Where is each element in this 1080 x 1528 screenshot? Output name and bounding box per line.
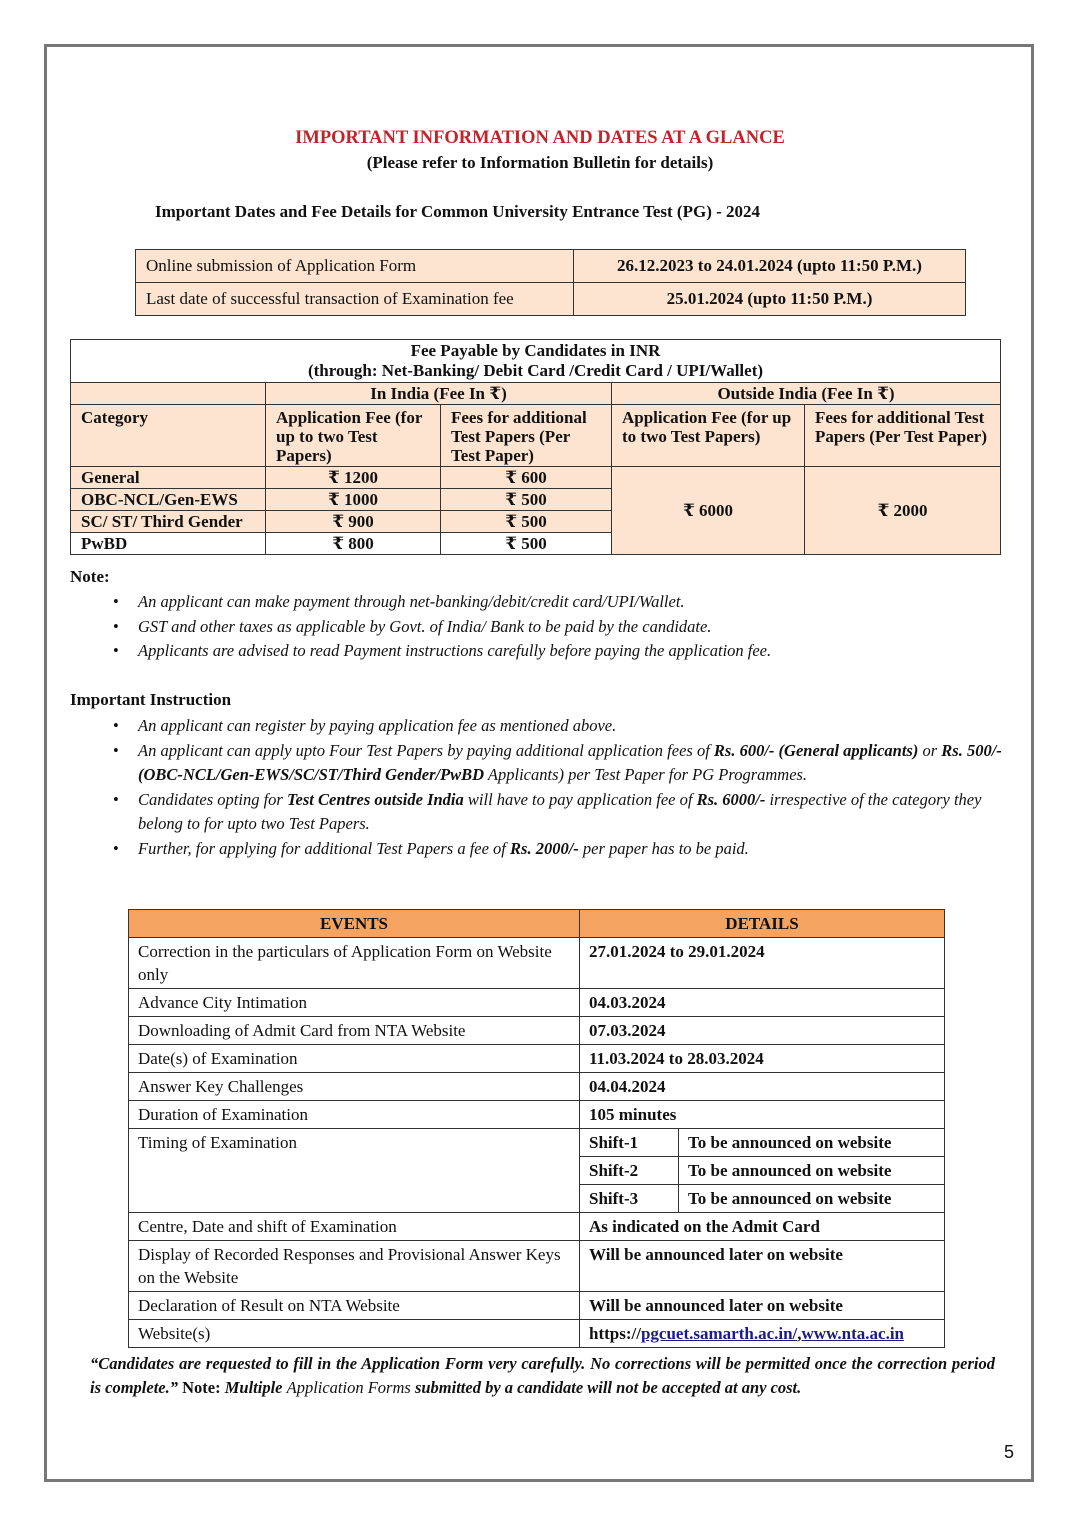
url-prefix: https:// bbox=[589, 1324, 641, 1343]
table-row bbox=[129, 1045, 945, 1073]
add-fee-header: Fees for additional Test Papers (Per Test Paper) bbox=[441, 405, 612, 467]
outside-india-header: Outside India (Fee In ₹) bbox=[612, 383, 1001, 405]
detail-cell: 04.03.2024 bbox=[580, 989, 945, 1017]
table-row bbox=[129, 989, 945, 1017]
event-cell: Date(s) of Examination bbox=[129, 1045, 580, 1073]
category-cell: OBC-NCL/Gen-EWS bbox=[71, 489, 266, 511]
bold-text: Rs. 500/- (OBC-NCL/Gen-EWS/SC/ST/Third Gender/PwBD bbox=[138, 740, 1002, 784]
list-item: • Applicants are advised to read Payment instructions carefully before paying the application fee. bbox=[70, 639, 1010, 664]
out-app-fee-header: Application Fee (for up to two Test Papers) bbox=[612, 405, 805, 467]
table-row bbox=[129, 1129, 945, 1213]
instruction-heading: Important Instruction bbox=[70, 690, 232, 709]
fee-table bbox=[70, 339, 1001, 555]
table-row bbox=[129, 1213, 945, 1241]
category-cell: PwBD bbox=[71, 533, 266, 555]
category-cell: General bbox=[71, 467, 266, 489]
event-cell: Correction in the particulars of Application Form on Website only bbox=[129, 938, 580, 989]
event-cell: Answer Key Challenges bbox=[129, 1073, 580, 1101]
date-label: Last date of successful transaction of Examination fee bbox=[136, 283, 574, 316]
table-row bbox=[129, 938, 945, 989]
date-value: 25.01.2024 (upto 11:50 P.M.) bbox=[574, 283, 966, 316]
event-cell: Duration of Examination bbox=[129, 1101, 580, 1129]
table-row bbox=[71, 467, 1001, 489]
text: submitted by a candidate will not be accepted at any cost. bbox=[410, 1378, 802, 1397]
detail-cell: 11.03.2024 to 28.03.2024 bbox=[580, 1045, 945, 1073]
table-row bbox=[71, 405, 1001, 467]
date-label: Online submission of Application Form bbox=[136, 250, 574, 283]
text: Further, for applying for additional Test Papers a fee of bbox=[138, 838, 511, 858]
event-cell: Declaration of Result on NTA Website bbox=[129, 1292, 580, 1320]
app-fee-cell: ₹ 1000 bbox=[266, 489, 441, 511]
quote-text: “Candidates are requested to fill in the Application Form very carefully. No corrections will be permitted once the correction period is complete.” bbox=[90, 1354, 995, 1397]
list-item: • GST and other taxes as applicable by Govt. of India/ Bank to be paid by the candidate. bbox=[70, 615, 1010, 640]
event-cell: Timing of Examination bbox=[129, 1129, 580, 1213]
details-header: DETAILS bbox=[580, 910, 945, 938]
list-item bbox=[70, 788, 1010, 837]
table-row bbox=[136, 250, 966, 283]
page-number: 5 bbox=[1004, 1442, 1015, 1462]
shift-text: To be announced on website bbox=[679, 1157, 945, 1185]
shift-row bbox=[580, 1185, 944, 1213]
text: Applicants) per Test Paper for PG Programmes. bbox=[484, 765, 808, 784]
table-row bbox=[129, 1073, 945, 1101]
add-fee-cell: ₹ 500 bbox=[441, 533, 612, 555]
detail-cell: As indicated on the Admit Card bbox=[580, 1213, 945, 1241]
text: Candidates opting for bbox=[138, 789, 287, 809]
shift-text: To be announced on website bbox=[688, 1189, 892, 1208]
event-cell: Advance City Intimation bbox=[129, 989, 580, 1017]
shift-row bbox=[580, 1129, 944, 1157]
footer-note bbox=[90, 1352, 995, 1400]
events-table bbox=[128, 909, 945, 1348]
event-cell: Website(s) bbox=[129, 1320, 580, 1348]
note-label: Note: bbox=[70, 567, 110, 586]
event-cell: Centre, Date and shift of Examination bbox=[129, 1213, 580, 1241]
text: Multiple bbox=[224, 1378, 287, 1397]
bold-text: Rs. 600/- (General applicants) bbox=[713, 740, 919, 760]
table-row bbox=[71, 383, 1001, 405]
shift-label: Shift-2 bbox=[580, 1157, 679, 1185]
fee-title-line2: (through: Net-Banking/ Debit Card /Credit Card / UPI/Wallet) bbox=[307, 361, 764, 380]
table-row bbox=[129, 1320, 945, 1348]
blank-cell bbox=[71, 383, 266, 405]
category-header: Category bbox=[71, 405, 266, 467]
outside-app-fee-cell: ₹ 6000 bbox=[612, 467, 805, 555]
bold-text: Rs. 2000/- bbox=[510, 838, 579, 858]
list-item: • An applicant can register by paying application fee as mentioned above. bbox=[70, 714, 1010, 739]
text: irrespective of the category they belong to for upto two Test Papers. bbox=[138, 789, 982, 833]
app-fee-header: Application Fee (for up to two Test Papers) bbox=[266, 405, 441, 467]
table-row bbox=[71, 340, 1001, 383]
category-cell: SC/ ST/ Third Gender bbox=[71, 511, 266, 533]
page-title: IMPORTANT INFORMATION AND DATES AT A GLANCE bbox=[295, 128, 785, 148]
shift-cell bbox=[580, 1129, 945, 1213]
table-row bbox=[129, 1017, 945, 1045]
samarth-link[interactable]: pgcuet.samarth.ac.in/ bbox=[640, 1324, 798, 1343]
outside-add-fee-cell: ₹ 2000 bbox=[805, 467, 1001, 555]
detail-cell: 105 minutes bbox=[580, 1101, 945, 1129]
detail-cell: 27.01.2024 to 29.01.2024 bbox=[580, 938, 945, 989]
instruction-list bbox=[70, 714, 1010, 861]
shift-text: To be announced on website bbox=[679, 1129, 945, 1157]
table-row bbox=[129, 1101, 945, 1129]
table-row bbox=[129, 1241, 945, 1292]
fee-table-title bbox=[71, 340, 1001, 383]
table-row bbox=[136, 283, 966, 316]
detail-cell: Will be announced later on website bbox=[580, 1241, 945, 1292]
text: or bbox=[918, 740, 942, 760]
app-fee-cell: ₹ 800 bbox=[266, 533, 441, 555]
shift-label: Shift-3 bbox=[580, 1185, 679, 1213]
list-item: • An applicant can make payment through net-banking/debit/credit card/UPI/Wallet. bbox=[70, 590, 1010, 615]
important-dates-table bbox=[135, 249, 966, 316]
note-list bbox=[70, 590, 1010, 664]
text: An applicant can apply upto Four Test Papers by paying additional application fees of bbox=[138, 740, 714, 760]
list-item bbox=[70, 837, 1010, 862]
text: Application Forms bbox=[286, 1378, 411, 1397]
table-header-row bbox=[129, 910, 945, 938]
shift-row bbox=[580, 1157, 944, 1185]
text: will have to pay application fee of bbox=[463, 789, 697, 809]
fee-title-line1: Fee Payable by Candidates in INR bbox=[410, 341, 661, 360]
bold-text: Rs. 6000/- bbox=[696, 789, 766, 809]
events-header: EVENTS bbox=[129, 910, 580, 938]
page-subtitle: (Please refer to Information Bulletin for details) bbox=[366, 153, 714, 172]
event-cell: Downloading of Admit Card from NTA Website bbox=[129, 1017, 580, 1045]
list-item bbox=[70, 739, 1010, 788]
section-heading: Important Dates and Fee Details for Common University Entrance Test (PG) - 2024 bbox=[155, 202, 761, 221]
bold-text: Test Centres outside India bbox=[286, 789, 464, 809]
in-india-header: In India (Fee In ₹) bbox=[266, 383, 612, 405]
app-fee-cell: ₹ 900 bbox=[266, 511, 441, 533]
note-label: Note: bbox=[177, 1378, 225, 1397]
add-fee-cell: ₹ 500 bbox=[441, 511, 612, 533]
text: per paper has to be paid. bbox=[578, 838, 749, 858]
shift-table bbox=[580, 1129, 944, 1212]
add-fee-cell: ₹ 500 bbox=[441, 489, 612, 511]
date-value: 26.12.2023 to 24.01.2024 (upto 11:50 P.M.) bbox=[574, 250, 966, 283]
website-cell bbox=[580, 1320, 945, 1348]
detail-cell: Will be announced later on website bbox=[580, 1292, 945, 1320]
detail-cell: 04.04.2024 bbox=[580, 1073, 945, 1101]
separator: , bbox=[797, 1324, 802, 1343]
detail-cell: 07.03.2024 bbox=[580, 1017, 945, 1045]
event-cell: Display of Recorded Responses and Provisional Answer Keys on the Website bbox=[129, 1241, 580, 1292]
out-add-fee-header: Fees for additional Test Papers (Per Test Paper) bbox=[805, 405, 1001, 467]
add-fee-cell: ₹ 600 bbox=[441, 467, 612, 489]
table-row bbox=[129, 1292, 945, 1320]
app-fee-cell: ₹ 1200 bbox=[266, 467, 441, 489]
nta-link[interactable]: www.nta.ac.in bbox=[801, 1324, 904, 1343]
shift-label: Shift-1 bbox=[580, 1129, 679, 1157]
